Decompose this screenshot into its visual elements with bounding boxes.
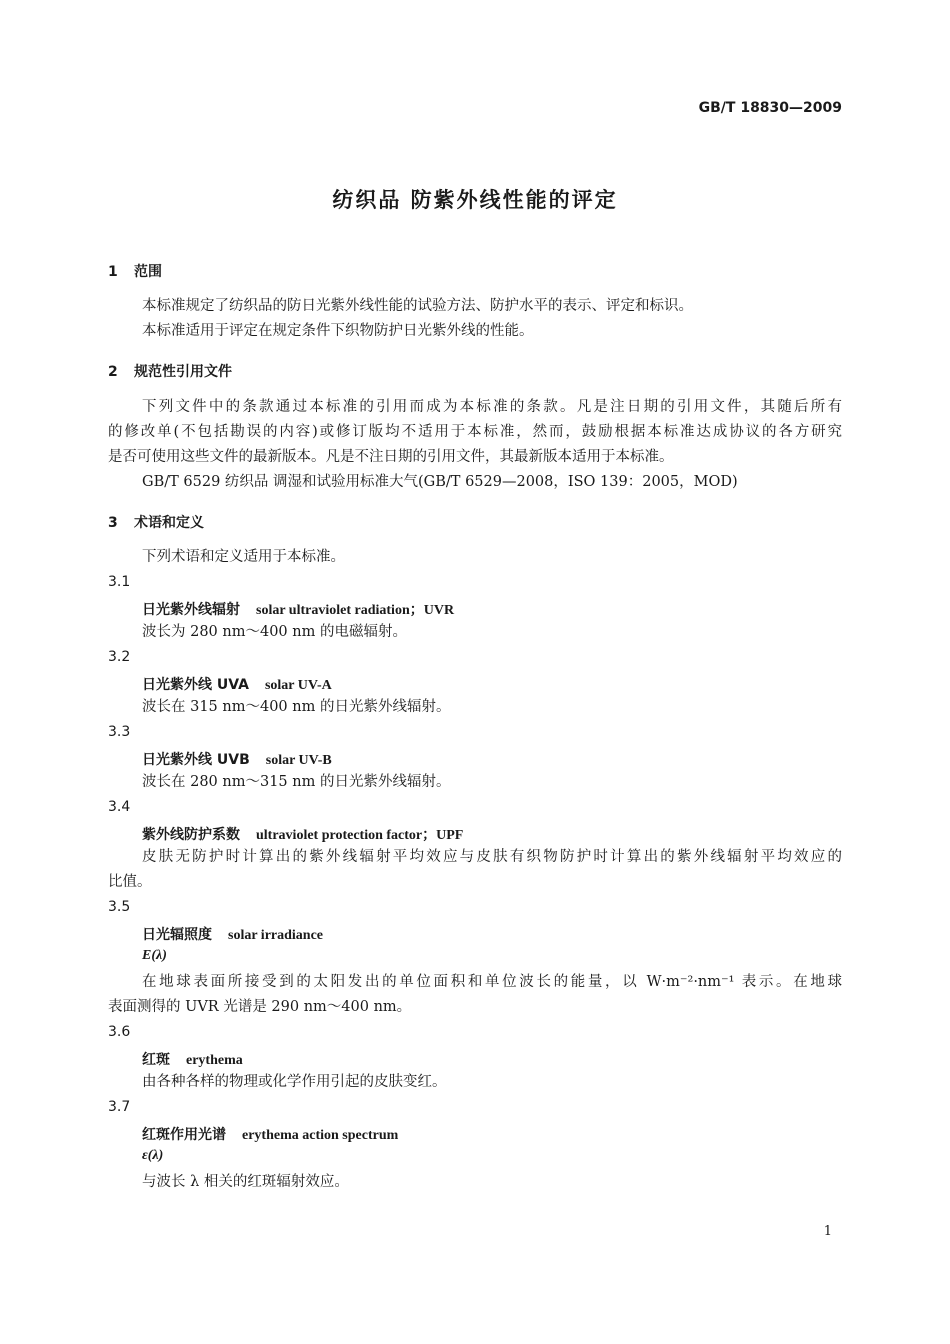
standard-code: GB/T 18830—2009 — [698, 100, 842, 116]
term-heading — [142, 1124, 398, 1144]
term-symbol: E(λ) — [142, 948, 167, 963]
term-en: erythema action spectrum — [242, 1128, 399, 1143]
term-heading — [142, 749, 332, 769]
section-heading-terms — [108, 512, 204, 532]
paragraph: 的修改单(不包括勘误的内容)或修订版均不适用于本标准，然而，鼓励根据本标准达成协议的各方研究 — [108, 424, 842, 440]
term-definition: 皮肤无防护时计算出的紫外线辐射平均效应与皮肤有织物防护时计算出的紫外线辐射平均效应的 — [142, 849, 842, 865]
section-title: 规范性引用文件 — [134, 364, 232, 380]
section-number: 2 — [108, 364, 118, 380]
page-number: 1 — [823, 1224, 832, 1239]
reference-entry: GB/T 6529 纺织品 调湿和试验用标准大气(GB/T 6529—2008，ISO 139：2005，MOD) — [142, 474, 738, 490]
term-zh: 日光紫外线 UVA — [142, 677, 249, 693]
term-zh: 紫外线防护系数 — [142, 827, 240, 843]
term-zh: 日光紫外线辐射 — [142, 602, 240, 618]
section-heading-normative-references — [108, 361, 232, 381]
term-definition: 比值。 — [108, 874, 152, 890]
term-heading — [142, 924, 323, 944]
term-en: erythema — [186, 1053, 243, 1068]
term-number: 3.6 — [108, 1024, 131, 1040]
paragraph: 下列术语和定义适用于本标准。 — [142, 549, 345, 565]
term-zh: 红斑 — [142, 1052, 170, 1068]
term-heading — [142, 674, 332, 694]
section-number: 3 — [108, 515, 118, 531]
term-symbol: ε(λ) — [142, 1148, 164, 1163]
term-en: solar UV-B — [265, 753, 332, 768]
section-number: 1 — [108, 264, 118, 280]
term-definition: 在地球表面所接受到的太阳发出的单位面积和单位波长的能量，以 W·m⁻²·nm⁻¹ 表示。在地球 — [142, 974, 842, 990]
section-title: 范围 — [134, 264, 162, 280]
term-en: solar UV-A — [264, 678, 332, 693]
term-number: 3.3 — [108, 724, 131, 740]
term-en: solar ultraviolet radiation；UVR — [256, 603, 455, 618]
term-zh: 红斑作用光谱 — [142, 1127, 226, 1143]
term-definition: 与波长 λ 相关的红斑辐射效应。 — [142, 1174, 349, 1190]
term-heading — [142, 599, 454, 619]
term-en: ultraviolet protection factor；UPF — [256, 828, 464, 843]
term-number: 3.7 — [108, 1099, 131, 1115]
term-en: solar irradiance — [228, 928, 324, 943]
term-definition: 表面测得的 UVR 光谱是 290 nm～400 nm。 — [108, 999, 412, 1015]
term-heading — [142, 1049, 243, 1069]
term-number: 3.2 — [108, 649, 131, 665]
paragraph: 本标准适用于评定在规定条件下织物防护日光紫外线的性能。 — [142, 323, 534, 339]
term-definition: 由各种各样的物理或化学作用引起的皮肤变红。 — [142, 1074, 447, 1090]
document-title: 纺织品 防紫外线性能的评定 — [332, 188, 618, 212]
term-number: 3.4 — [108, 799, 131, 815]
term-zh: 日光紫外线 UVB — [142, 752, 250, 768]
section-title: 术语和定义 — [134, 515, 204, 531]
term-definition: 波长在 315 nm～400 nm 的日光紫外线辐射。 — [142, 699, 451, 715]
term-heading — [142, 824, 463, 844]
term-number: 3.5 — [108, 899, 131, 915]
term-number: 3.1 — [108, 574, 131, 590]
term-definition: 波长为 280 nm～400 nm 的电磁辐射。 — [142, 624, 407, 640]
term-zh: 日光辐照度 — [142, 927, 212, 943]
paragraph: 本标准规定了纺织品的防日光紫外线性能的试验方法、防护水平的表示、评定和标识。 — [142, 298, 693, 314]
paragraph: 下列文件中的条款通过本标准的引用而成为本标准的条款。凡是注日期的引用文件，其随后所有 — [142, 399, 842, 415]
paragraph: 是否可使用这些文件的最新版本。凡是不注日期的引用文件，其最新版本适用于本标准。 — [108, 449, 674, 465]
term-definition: 波长在 280 nm～315 nm 的日光紫外线辐射。 — [142, 774, 451, 790]
section-heading-scope — [108, 261, 162, 281]
